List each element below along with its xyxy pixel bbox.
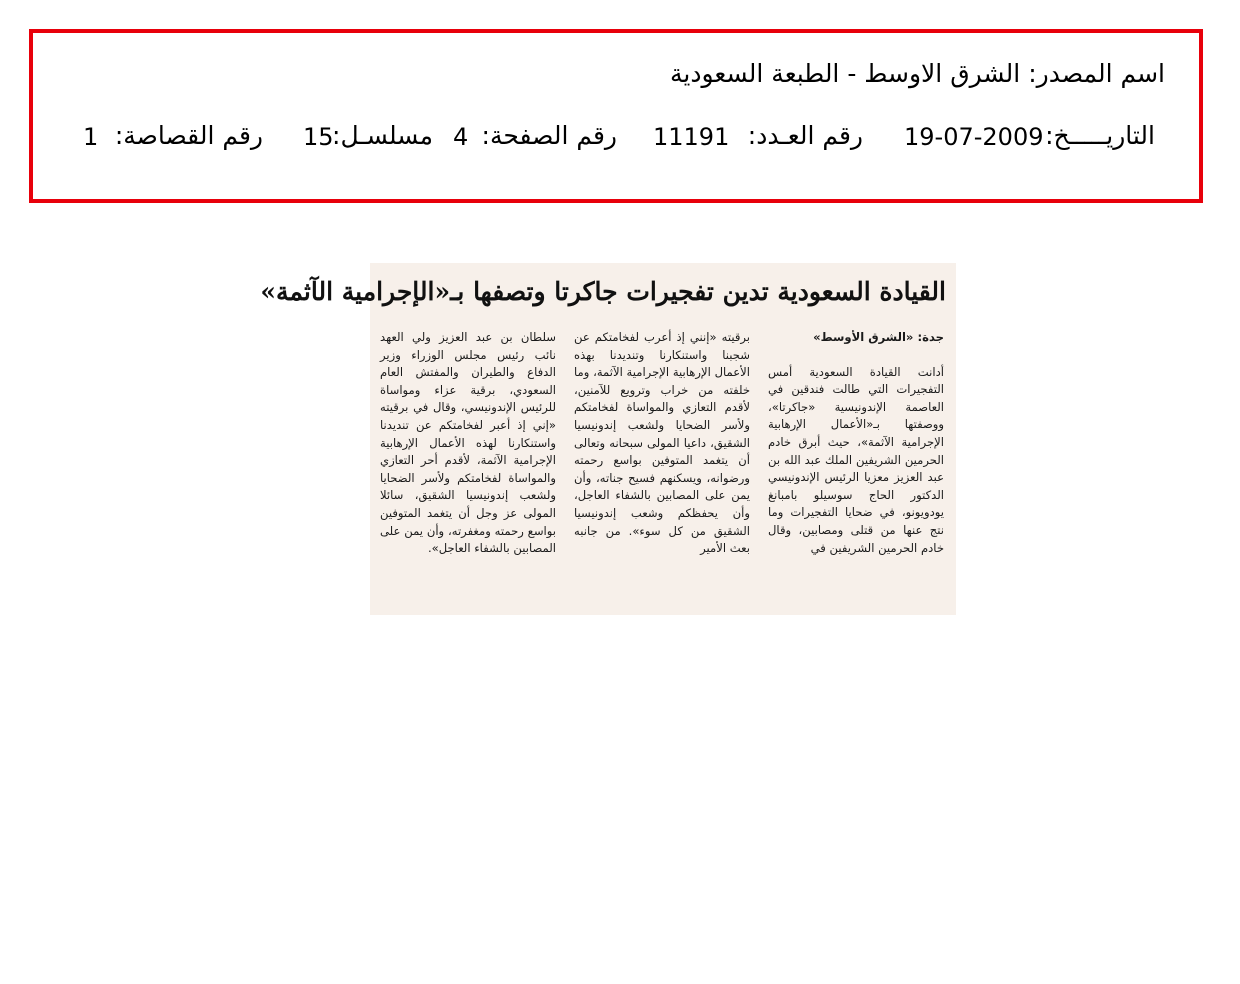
issue-label: رقم العـدد: bbox=[747, 121, 863, 150]
article-dateline: جدة: «الشرق الأوسط» bbox=[813, 330, 944, 344]
article-column-1 bbox=[768, 329, 944, 557]
serial-value: 15 bbox=[303, 123, 334, 151]
column-2-text: برقيته «إنني إذ أعرب لفخامتكم عن شجبنا واستنكارنا وتنديدنا بهذه الأعمال الإرهابية الإجرامية الآثمة، وما خلفته من خراب وترويع للآمنين، لأقدم التعازي والمواساة لفخامتكم ولأسر الضحايا ولشعب إندونيسيا الشقيق، داعيا المولى سبحانه وتعالى أن يتغمد المتوفين بواسع رحمته ورضوانه، ويسكنهم فسيح جناته، وأن يمن على المصابين بالشفاء العاجل، وأن يحفظكم وشعب إندونيسيا الشقيق من كل سوء». من جانبه بعث الأمير bbox=[574, 330, 750, 556]
date-label: التاريـــــخ: bbox=[1045, 121, 1155, 150]
page-value: 4 bbox=[453, 123, 469, 151]
clip-number-label: رقم القصاصة: bbox=[114, 121, 263, 150]
column-1-text: أدانت القيادة السعودية أمس التفجيرات التي طالت فندقين في العاصمة الإندونيسية «جاكرتا»، ووصفتها بـ«الأعمال الإرهابية الإجرامية الآثمة»، حيث أبرق خادم الحرمين الشريفين الملك عبد الله بن عبد العزيز معزيا الرئيس الإندونيسي الدكتور الحاج سوسيلو بامبانغ يودويونو، في ضحايا التفجيرات وما نتج عنها من قتلى ومصابين، وقال خادم الحرمين الشريفين في bbox=[768, 364, 944, 555]
page-label: رقم الصفحة: bbox=[481, 121, 617, 150]
newspaper-clipping bbox=[260, 263, 956, 615]
column-3-text: سلطان بن عبد العزيز ولي العهد نائب رئيس مجلس الوزراء وزير الدفاع والطيران والمفتش العام السعودي، برقية عزاء ومواساة للرئيس الإندونيسي، وقال في برقيته «إني إذ أعبر لفخامتكم عن تنديدنا واستنكارنا لهذه الأعمال الإرهابية الإجرامية الآثمة، لأقدم أحر التعازي والمواساة لفخامتكم ولأسر الضحايا ولشعب إندونيسيا الشقيق، سائلا المولى عز وجل أن يتغمد المتوفين بواسع رحمته ومغفرته، وأن يمن على المصابين بالشفاء العاجل». bbox=[380, 330, 556, 556]
source-line: اسم المصدر: الشرق الاوسط - الطبعة السعودية bbox=[670, 59, 1165, 88]
date-value: 19-07-2009 bbox=[904, 123, 1044, 151]
metadata-frame bbox=[29, 29, 1203, 203]
article-column-3 bbox=[380, 329, 556, 558]
serial-label: مسلسـل: bbox=[332, 121, 433, 150]
clip-number-value: 1 bbox=[83, 123, 99, 151]
issue-value: 11191 bbox=[653, 123, 730, 151]
article-headline: القيادة السعودية تدين تفجيرات جاكرتا وتصفها بـ«الإجرامية الآثمة» bbox=[260, 277, 946, 306]
article-column-2 bbox=[574, 329, 750, 558]
